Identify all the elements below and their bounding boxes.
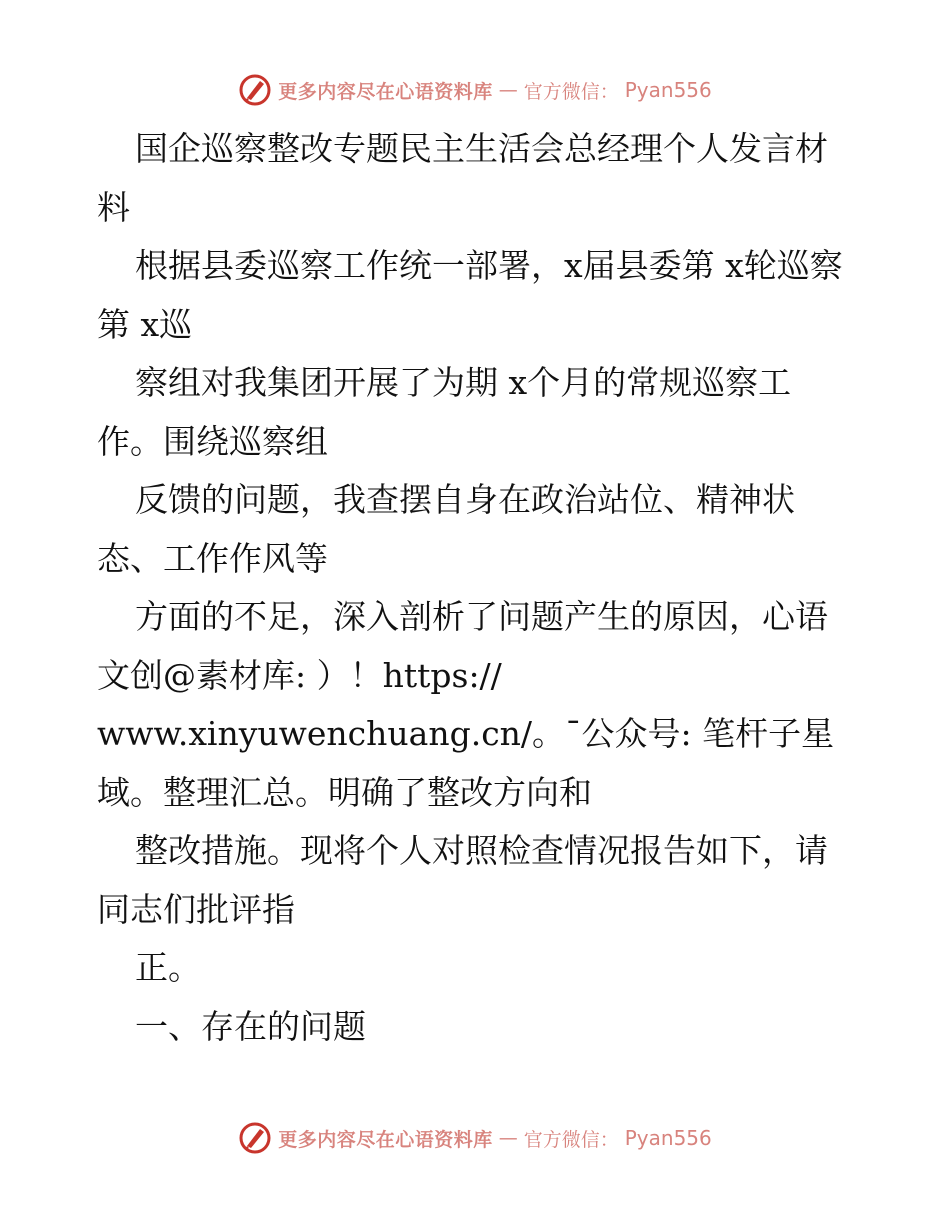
banner-wechat-id: Pyan556 <box>624 1126 712 1150</box>
paragraph-line-6: 整改措施。现将个人对照检查情况报告如下，请同志们批评指 <box>97 831 828 929</box>
banner-dash: — <box>498 79 518 101</box>
document-body <box>97 120 857 1056</box>
header-watermark-banner <box>0 70 950 110</box>
document-title: 国企巡察整改专题民主生活会总经理个人发言材料 <box>97 129 828 227</box>
banner-wechat-id: Pyan556 <box>624 78 712 102</box>
paragraph-line-2: 察组对我集团开展了为期 x个月的常规巡察工作。围绕巡察组 <box>97 363 792 461</box>
banner-wechat-label: 官方微信： <box>523 80 619 103</box>
paragraph-line-5: www.xinyuwenchuang.cn/。¯公众号: 笔杆子星域。整理汇总。明确了整改方向和 <box>97 714 835 812</box>
paragraph-line-1: 根据县委巡察工作统一部署，x届县委第 x轮巡察第 x巡 <box>97 246 843 344</box>
banner-main-text: 更多内容尽在心语资料库 <box>278 1128 493 1151</box>
paragraph-line-3: 反馈的问题，我查摆自身在政治站位、精神状态、工作作风等 <box>97 480 795 578</box>
footer-watermark-banner <box>0 1118 950 1158</box>
pen-logo-icon <box>238 73 272 107</box>
banner-wechat-label: 官方微信： <box>523 1128 619 1151</box>
paragraph-line-7: 正。 <box>135 948 201 987</box>
paragraph-line-4: 方面的不足，深入剖析了问题产生的原因，心语文创@素材库: ）！https:// <box>97 597 828 695</box>
banner-main-text: 更多内容尽在心语资料库 <box>278 80 493 103</box>
section-heading-problems: 一、存在的问题 <box>135 1006 366 1046</box>
banner-dash: — <box>498 1127 518 1149</box>
pen-logo-icon <box>238 1121 272 1155</box>
